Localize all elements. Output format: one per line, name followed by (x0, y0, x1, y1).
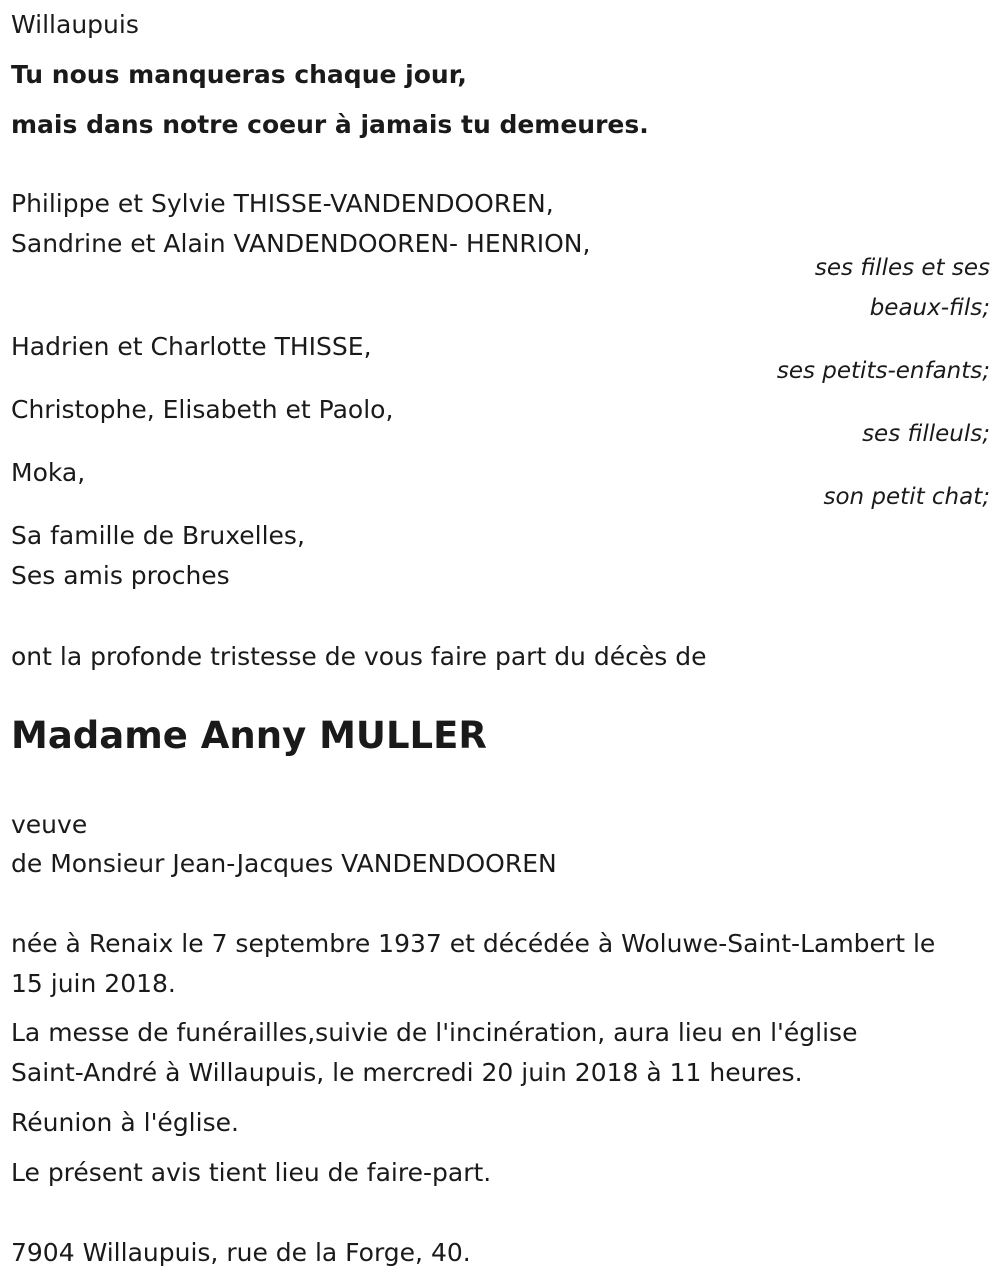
daughters-role-1: ses filles et ses (814, 255, 990, 281)
header-place: Willaupuis (11, 10, 139, 39)
announcement-intro: ont la profonde tristesse de vous faire part du décès de (11, 642, 707, 671)
birth-death-line-1: née à Renaix le 7 septembre 1937 et décédée à Woluwe-Saint-Lambert le (11, 929, 936, 958)
notice-line: Le présent avis tient lieu de faire-part. (11, 1158, 492, 1187)
quote-line-2: mais dans notre coeur à jamais tu demeures. (11, 110, 649, 139)
deceased-name: Madame Anny MULLER (11, 714, 487, 757)
daughters-role-2: beaux-fils; (869, 295, 990, 321)
birth-death-line-2: 15 juin 2018. (11, 969, 176, 998)
cat-role: son petit chat; (823, 484, 990, 510)
grandchildren-line: Hadrien et Charlotte THISSE, (11, 332, 372, 361)
godchildren-line: Christophe, Elisabeth et Paolo, (11, 395, 394, 424)
daughters-line-2: Sandrine et Alain VANDENDOOREN- HENRION, (11, 229, 591, 258)
funeral-line-1: La messe de funérailles,suivie de l'incinération, aura lieu en l'église (11, 1018, 858, 1047)
godchildren-role: ses filleuls; (862, 421, 990, 447)
cat-line: Moka, (11, 458, 86, 487)
funeral-line-2: Saint-André à Willaupuis, le mercredi 20 juin 2018 à 11 heures. (11, 1058, 803, 1087)
brussels-family-line: Sa famille de Bruxelles, (11, 521, 305, 550)
widow-label: veuve (11, 810, 88, 839)
friends-line: Ses amis proches (11, 561, 230, 590)
meeting-line: Réunion à l'église. (11, 1108, 239, 1137)
address-line: 7904 Willaupuis, rue de la Forge, 40. (11, 1238, 471, 1267)
grandchildren-role: ses petits-enfants; (776, 358, 990, 384)
quote-line-1: Tu nous manqueras chaque jour, (11, 60, 467, 89)
spouse-line: de Monsieur Jean-Jacques VANDENDOOREN (11, 849, 557, 878)
daughters-line-1: Philippe et Sylvie THISSE-VANDENDOOREN, (11, 189, 554, 218)
